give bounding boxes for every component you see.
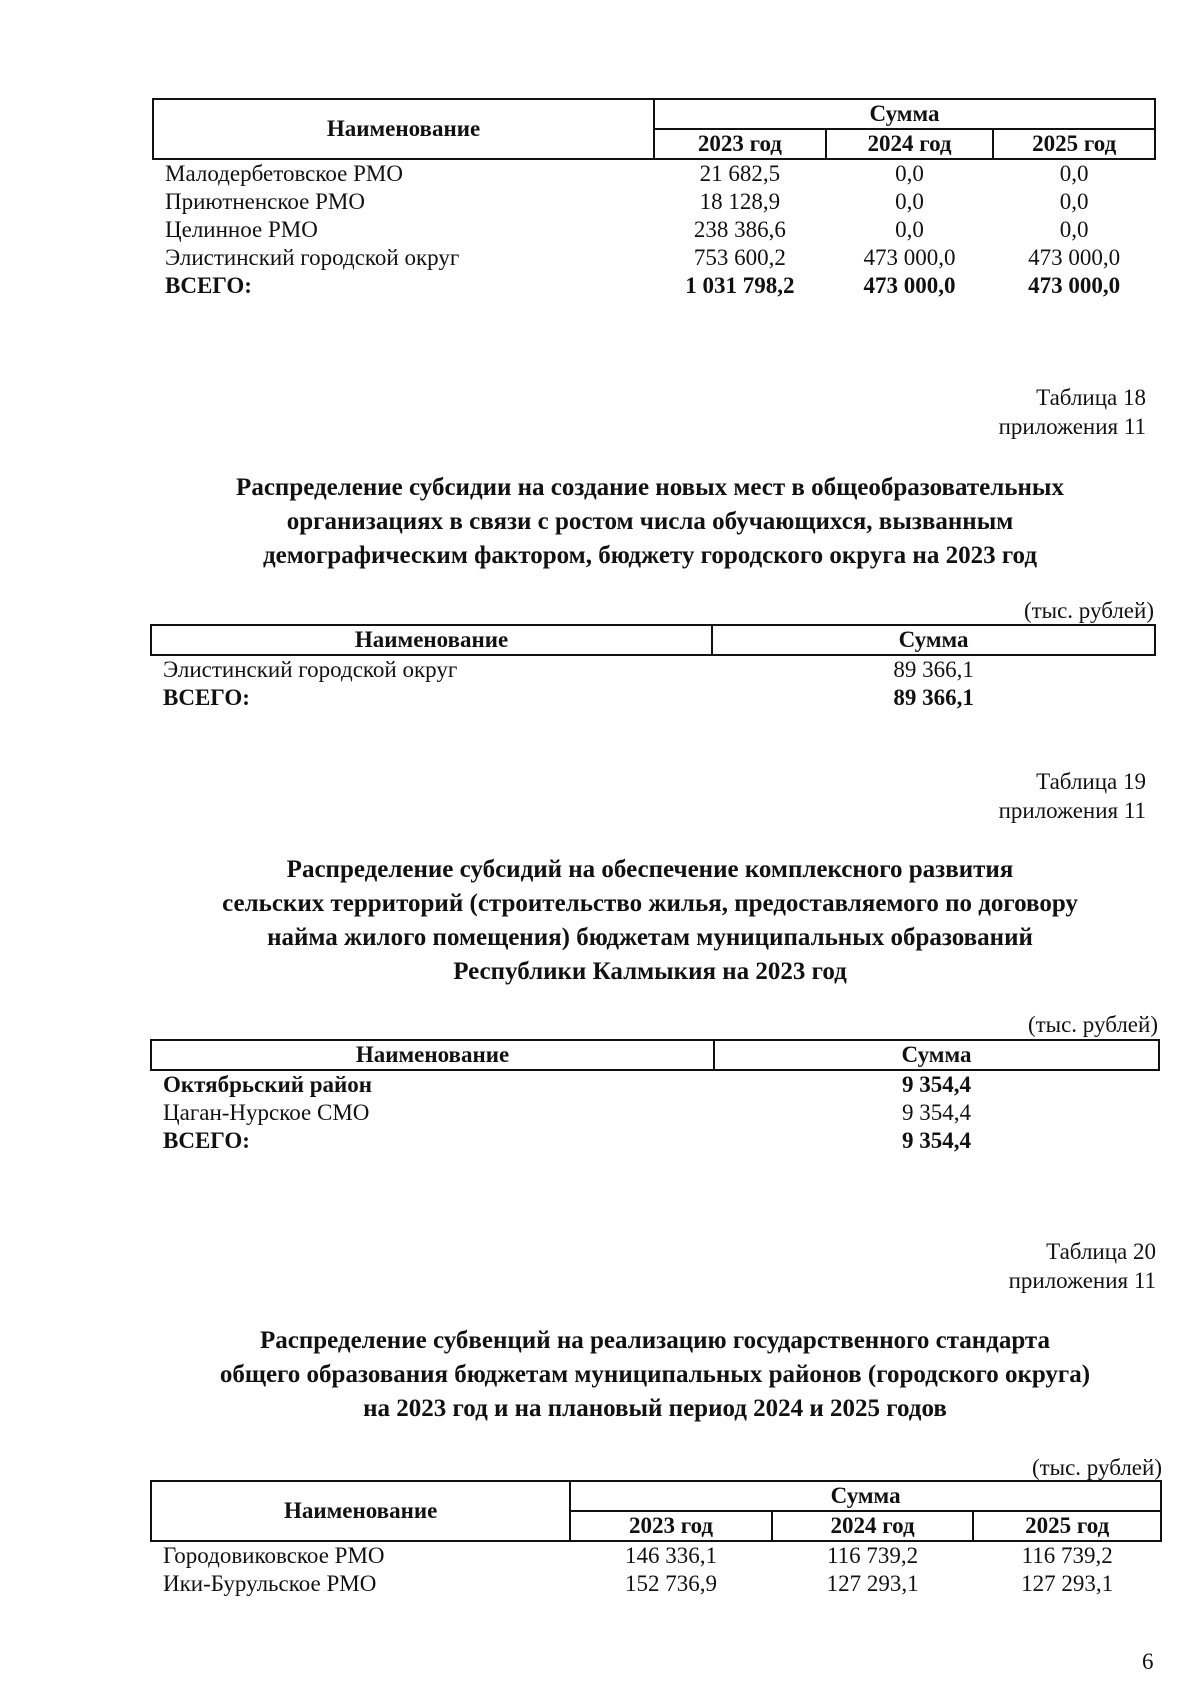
- table-row: [151, 1570, 1161, 1598]
- col-header-name: Наименование: [151, 1481, 570, 1541]
- col-header-sum: Сумма: [714, 1040, 1159, 1070]
- col-header-name: Наименование: [151, 625, 712, 655]
- units-label: (тыс. рублей): [1027, 1012, 1158, 1037]
- table-row: [153, 188, 1155, 216]
- row-name: Ики-Бурульское РМО: [163, 1571, 377, 1596]
- total-row: [151, 1127, 1159, 1155]
- table-row: [153, 244, 1155, 272]
- row-value-2025: 0,0: [1059, 161, 1089, 186]
- row-value-2023: 21 682,5: [699, 161, 781, 186]
- col-header-sum: Сумма: [712, 625, 1155, 655]
- appendix-ref: приложения 11: [998, 414, 1146, 439]
- total-value: 89 366,1: [893, 685, 974, 710]
- col-header-2024: 2024 год: [826, 129, 994, 159]
- col-header-2023: 2023 год: [570, 1511, 772, 1541]
- appendix-ref: приложения 11: [1008, 1268, 1156, 1293]
- row-value: 9 354,4: [902, 1100, 972, 1125]
- table-19-title: [150, 853, 1150, 989]
- row-value-2025: 127 293,1: [1021, 1571, 1114, 1596]
- table-19-caption: [800, 767, 1146, 825]
- col-header-2024: 2024 год: [772, 1511, 974, 1541]
- row-value-2024: 127 293,1: [826, 1571, 919, 1596]
- table-row: [153, 159, 1155, 188]
- table-20-caption: [800, 1237, 1156, 1295]
- table-18-title: [150, 471, 1150, 573]
- row-value-2024: 0,0: [895, 161, 924, 186]
- col-header-sum: Сумма: [654, 99, 1155, 129]
- row-name: Элистинский городской округ: [165, 245, 460, 270]
- row-value-2023: 146 336,1: [625, 1543, 718, 1568]
- table-number: Таблица 19: [1036, 769, 1146, 794]
- table-row: [151, 1541, 1161, 1570]
- col-header-name: Наименование: [151, 1040, 714, 1070]
- title-line: найма жилого помещения) бюджетам муниципальных образований: [267, 924, 1033, 951]
- appendix-ref: приложения 11: [998, 798, 1146, 823]
- title-line: сельских территорий (строительство жилья, предоставляемого по договору: [222, 890, 1078, 917]
- row-name: Цаган-Нурское СМО: [163, 1100, 370, 1125]
- total-value-2023: 1 031 798,2: [685, 273, 795, 298]
- table-20-title: [150, 1324, 1160, 1426]
- table-number: Таблица 20: [1046, 1239, 1156, 1264]
- table-row: [151, 655, 1155, 684]
- table-17: [152, 98, 1156, 300]
- title-line: демографическим фактором, бюджету городского округа на 2023 год: [263, 542, 1037, 569]
- total-label: ВСЕГО:: [163, 1128, 250, 1153]
- col-header-2023: 2023 год: [654, 129, 826, 159]
- table-20: [150, 1480, 1162, 1598]
- total-label: ВСЕГО:: [163, 685, 250, 710]
- units-label: (тыс. рублей): [1031, 1455, 1162, 1480]
- row-value-2025: 116 739,2: [1021, 1543, 1113, 1568]
- title-line: Распределение субсидий на обеспечение комплексного развития: [286, 856, 1014, 883]
- row-name: Приютненское РМО: [165, 189, 365, 214]
- row-name: Городовиковское РМО: [163, 1543, 385, 1568]
- col-header-2025: 2025 год: [993, 129, 1155, 159]
- page-number: 6: [1142, 1649, 1154, 1674]
- total-value-2025: 473 000,0: [1028, 273, 1121, 298]
- table-number: Таблица 18: [1036, 385, 1146, 410]
- row-name: Элистинский городской округ: [163, 657, 458, 682]
- title-line: Распределение субсидии на создание новых мест в общеобразовательных: [236, 474, 1064, 501]
- title-line: на 2023 год и на плановый период 2024 и 2025 годов: [363, 1395, 947, 1422]
- total-label: ВСЕГО:: [165, 273, 252, 298]
- row-name: Октябрьский район: [163, 1072, 373, 1097]
- title-line: общего образования бюджетам муниципальных районов (городского округа): [219, 1361, 1091, 1388]
- title-line: Республики Калмыкия на 2023 год: [453, 958, 847, 985]
- total-value-2024: 473 000,0: [863, 273, 956, 298]
- table-row: [153, 216, 1155, 244]
- row-value-2023: 152 736,9: [625, 1571, 718, 1596]
- table-row: [151, 1099, 1159, 1127]
- total-row: [151, 684, 1155, 712]
- title-line: организациях в связи с ростом числа обучающихся, вызванным: [286, 508, 1014, 535]
- units-label: (тыс. рублей): [1023, 598, 1154, 623]
- table-18-caption: [800, 383, 1146, 441]
- row-value-2024: 473 000,0: [863, 245, 956, 270]
- row-value: 9 354,4: [902, 1072, 972, 1097]
- row-value-2024: 116 739,2: [826, 1543, 919, 1568]
- row-value-2023: 753 600,2: [693, 245, 786, 270]
- row-value-2023: 18 128,9: [699, 189, 781, 214]
- row-name: Целинное РМО: [165, 217, 318, 242]
- row-value-2024: 0,0: [895, 217, 924, 242]
- row-value-2025: 0,0: [1059, 189, 1089, 214]
- row-value: 89 366,1: [893, 657, 974, 682]
- row-value-2025: 473 000,0: [1028, 245, 1121, 270]
- col-header-2025: 2025 год: [973, 1511, 1161, 1541]
- row-value-2024: 0,0: [895, 189, 924, 214]
- title-line: Распределение субвенций на реализацию государственного стандарта: [259, 1327, 1050, 1354]
- col-header-sum: Сумма: [570, 1481, 1161, 1511]
- row-value-2025: 0,0: [1059, 217, 1089, 242]
- row-value-2023: 238 386,6: [693, 217, 786, 242]
- table-18: [150, 624, 1156, 712]
- col-header-name: Наименование: [153, 99, 654, 159]
- total-value: 9 354,4: [902, 1128, 972, 1153]
- table-row: [151, 1070, 1159, 1099]
- table-19: [150, 1039, 1160, 1155]
- row-name: Малодербетовское РМО: [165, 161, 403, 186]
- total-row: [153, 272, 1155, 300]
